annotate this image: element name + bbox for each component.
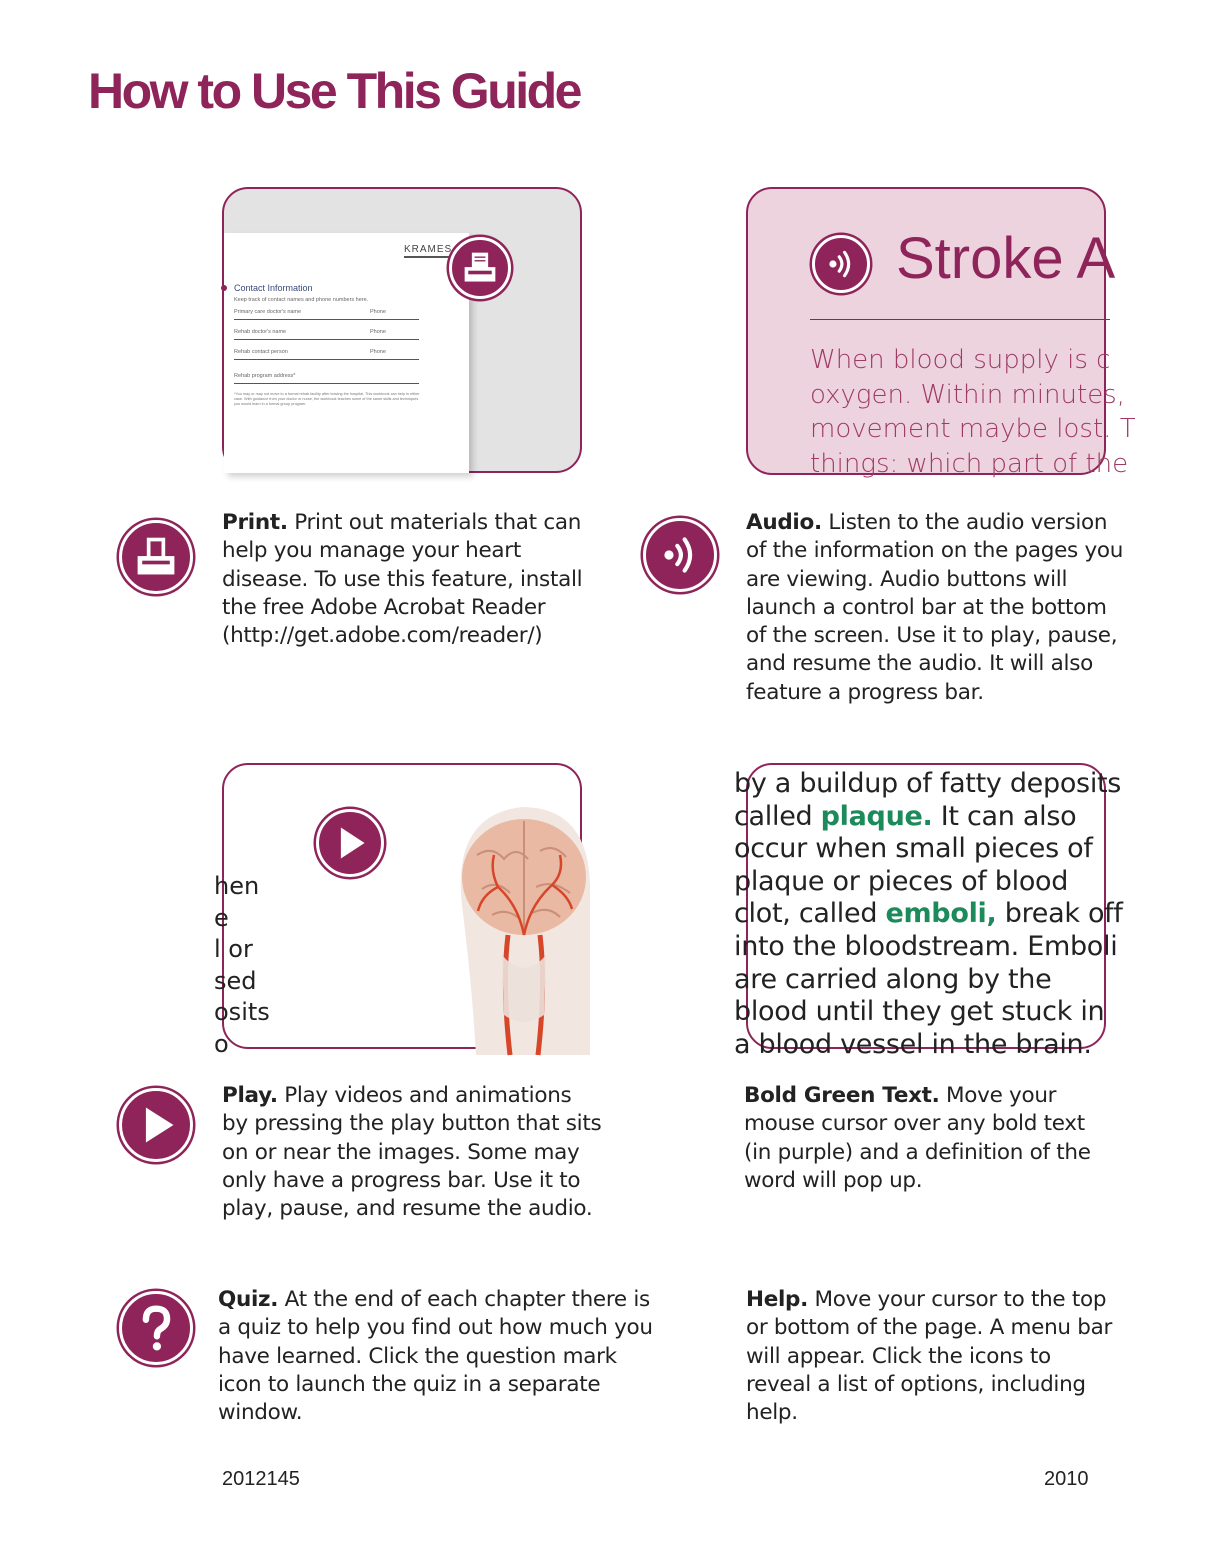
- doc-heading: Contact Information: [234, 283, 313, 293]
- bold-preview-text: [734, 768, 1123, 1061]
- audio-preview-frame: [746, 187, 1136, 479]
- play-preview-text: [214, 871, 270, 1060]
- section-label: Quiz.: [218, 1287, 279, 1312]
- section-text: Listen to the audio version of the information on the pages you are viewing. Audio buttons will launch a control bar at the bottom of the screen. Use it to play, pause, and resume the audio. It will also feature a progress bar.: [746, 510, 1124, 705]
- text-fragment: break off: [996, 898, 1123, 930]
- play-icon[interactable]: [316, 809, 384, 877]
- text-line: osits: [214, 998, 270, 1026]
- text-line: sed: [214, 966, 257, 995]
- help-description: [746, 1286, 1121, 1427]
- text-line: When blood supply is c: [810, 345, 1111, 375]
- doc-field-phone: Phone: [370, 349, 386, 355]
- bullet-dot: [221, 285, 227, 291]
- footer-year: 2010: [1044, 1468, 1089, 1490]
- section-label: Print.: [222, 510, 288, 535]
- printer-icon[interactable]: [119, 520, 193, 594]
- doc-field-label: Rehab contact person: [234, 349, 288, 355]
- doc-field-label: Rehab program address*: [234, 373, 296, 379]
- doc-field: [234, 349, 419, 360]
- section-text: At the end of each chapter there is a quiz to help you find out how much you have learned. Click the question mark icon to launch the quiz in a separate window.: [218, 1287, 653, 1426]
- text-line: by a buildup of fatty deposits: [734, 768, 1122, 799]
- definition-term[interactable]: plaque.: [820, 800, 933, 832]
- text-line: things: which part of the: [810, 448, 1129, 479]
- definition-term[interactable]: emboli,: [885, 898, 997, 930]
- brain-illustration: [432, 785, 592, 1055]
- text-fragment: called: [734, 800, 821, 832]
- text-line: into the bloodstream. Emboli: [734, 930, 1118, 962]
- section-label: Help.: [746, 1287, 809, 1312]
- audio-preview-text: [810, 343, 1230, 481]
- text-line: a blood vessel in the brain.: [734, 1028, 1092, 1060]
- play-description: [222, 1082, 602, 1223]
- doc-note: *You may or may not move to a formal rehab facility after leaving the hospital. This workbook can help in either case. With guidance from your doctor or nurse, the workbook teaches some of the same skills and techniques you would learn in a formal group program.: [234, 392, 420, 406]
- doc-subheading: Keep track of contact names and phone numbers here.: [234, 297, 369, 303]
- audio-description: [746, 509, 1126, 707]
- doc-field-label: Primary care doctor's name: [234, 309, 302, 315]
- text-line: plaque or pieces of blood: [734, 865, 1069, 897]
- text-fragment: clot, called: [734, 898, 886, 930]
- section-text: Print out materials that can help you manage your heart disease. To use this feature, install the free Adobe Acrobat Reader (http://get.adobe.com/reader/): [222, 510, 583, 649]
- doc-field: [234, 373, 419, 384]
- document-sheet: [224, 233, 469, 473]
- doc-field-label: Rehab doctor's name: [234, 329, 287, 335]
- text-line: occur when small pieces of: [734, 833, 1093, 865]
- audio-preview-title: Stroke A: [896, 226, 1116, 291]
- section-text: Move your mouse cursor over any bold text (in purple) and a definition of the word will pop up.: [744, 1083, 1091, 1193]
- print-description: [222, 509, 597, 650]
- doc-field: [234, 329, 419, 340]
- doc-field: [234, 309, 419, 320]
- section-text: Play videos and animations by pressing the play button that sits on or near the images. Some may only have a progress bar. Use it to play, pause, and resume the audio.: [222, 1083, 602, 1222]
- text-line: e: [214, 903, 229, 932]
- printer-icon[interactable]: [449, 237, 511, 299]
- page-title: How to Use This Guide: [88, 63, 580, 119]
- section-text: Move your cursor to the top or bottom of the page. A menu bar will appear. Click the icons to reveal a list of options, including help.: [746, 1287, 1113, 1426]
- quiz-description: [218, 1286, 658, 1427]
- play-preview-frame: [214, 763, 582, 1058]
- doc-field-phone: Phone: [370, 329, 386, 335]
- text-line: o: [214, 1029, 229, 1058]
- text-line: hen: [214, 872, 260, 900]
- text-line: blood until they get stuck in: [734, 996, 1105, 1028]
- bold-text-preview-frame: [734, 763, 1123, 1060]
- footer-code: 2012145: [222, 1468, 300, 1490]
- divider: [810, 319, 1110, 320]
- doc-field-phone: Phone: [370, 309, 386, 315]
- section-label: Audio.: [746, 510, 822, 535]
- print-preview-frame: [222, 187, 582, 473]
- bold-text-description: [744, 1082, 1094, 1195]
- audio-icon[interactable]: [643, 518, 717, 592]
- section-label: Play.: [222, 1083, 278, 1108]
- section-label: Bold Green Text.: [744, 1083, 940, 1108]
- audio-icon[interactable]: [812, 235, 870, 293]
- text-line: oxygen. Within minutes,: [810, 379, 1125, 410]
- text-line: l or: [214, 935, 253, 963]
- text-line: [734, 898, 1123, 931]
- text-line: are carried along by the: [734, 963, 1052, 995]
- text-fragment: It can also: [932, 800, 1077, 832]
- play-icon[interactable]: [119, 1088, 193, 1162]
- question-mark-icon[interactable]: [119, 1291, 193, 1365]
- text-line: movement maybe lost. T: [810, 414, 1136, 444]
- brand-logo: KRAMES: [404, 244, 453, 255]
- text-line: [734, 801, 1123, 834]
